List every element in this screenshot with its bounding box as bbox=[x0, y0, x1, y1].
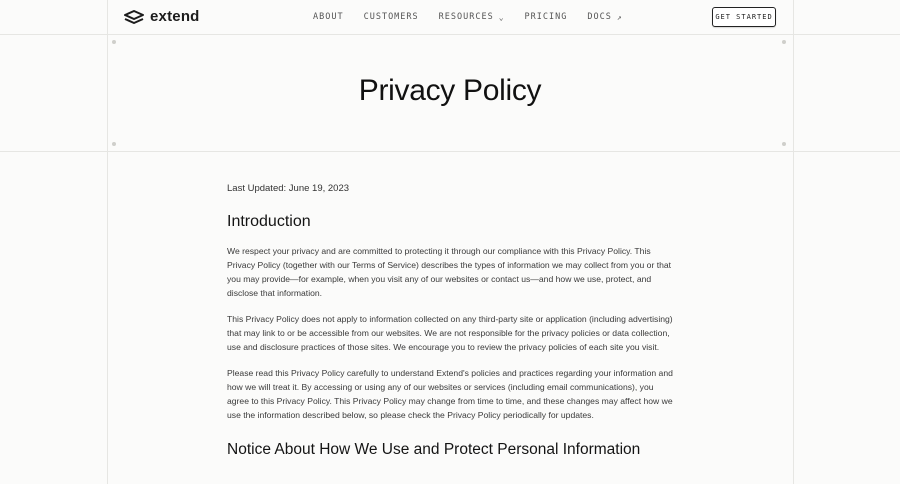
intro-paragraph-3: Please read this Privacy Policy carefully to understand Extend's policies and practices regarding your information and how we will treat it. By accessing or using any of our websites or services (including email communications), you agree to this Privacy Policy. This Privacy Policy may change from time to time, and these changes may affect how we use the information described below, so please check the Privacy Policy periodically for updates. bbox=[227, 368, 673, 420]
external-arrow-icon: ↗ bbox=[616, 12, 623, 22]
nav-about[interactable] bbox=[313, 12, 344, 22]
nav-docs[interactable] bbox=[587, 12, 622, 22]
introduction-heading: Introduction bbox=[227, 213, 311, 230]
nav-customers-label: CUSTOMERS bbox=[363, 12, 419, 22]
last-updated-text: Last Updated: June 19, 2023 bbox=[227, 183, 350, 194]
site-header bbox=[107, 0, 793, 34]
logo-link[interactable] bbox=[124, 9, 200, 25]
nav-pricing-label: PRICING bbox=[524, 12, 568, 22]
nav-docs-label: DOCS bbox=[587, 12, 612, 22]
frame-line-header bbox=[0, 34, 900, 35]
page-title: Privacy Policy bbox=[358, 74, 542, 107]
nav-resources-label: RESOURCES bbox=[438, 12, 494, 22]
get-started-button[interactable]: GET STARTED bbox=[712, 7, 776, 27]
logo-text: extend bbox=[150, 8, 200, 25]
nav-customers[interactable] bbox=[364, 12, 419, 22]
nav-resources[interactable] bbox=[439, 12, 505, 22]
frame-line-hero bbox=[0, 151, 900, 152]
extend-logo-icon bbox=[124, 10, 144, 25]
frame-line-left bbox=[107, 0, 108, 484]
frame-dot bbox=[112, 40, 116, 44]
frame-dot bbox=[782, 142, 786, 146]
intro-paragraph-1: We respect your privacy and are committed to protecting it through our compliance with this Privacy Policy. This Privacy Policy (together with our Terms of Service) describes the types of information we may collect from you or that you may provide—for example, when you visit any of our websites or contact us—and how we use, protect, and disclose that information. bbox=[227, 246, 672, 298]
frame-dot bbox=[782, 40, 786, 44]
frame-line-right bbox=[793, 0, 794, 484]
notice-heading: Notice About How We Use and Protect Personal Information bbox=[227, 441, 641, 458]
chevron-down-icon: ⌄ bbox=[498, 12, 505, 22]
nav-about-label: ABOUT bbox=[313, 12, 344, 22]
nav-pricing[interactable] bbox=[525, 12, 568, 22]
policy-content bbox=[227, 183, 675, 459]
intro-paragraph-2: This Privacy Policy does not apply to information collected on any third-party site or application (including advertising) that may link to or be accessible from our websites. We are not responsible for the privacy policies or data collection, use and disclosure practices of those sites. We encourage you to review the privacy policies of each site you visit. bbox=[227, 314, 673, 352]
frame-dot bbox=[112, 142, 116, 146]
main-nav bbox=[313, 12, 643, 22]
